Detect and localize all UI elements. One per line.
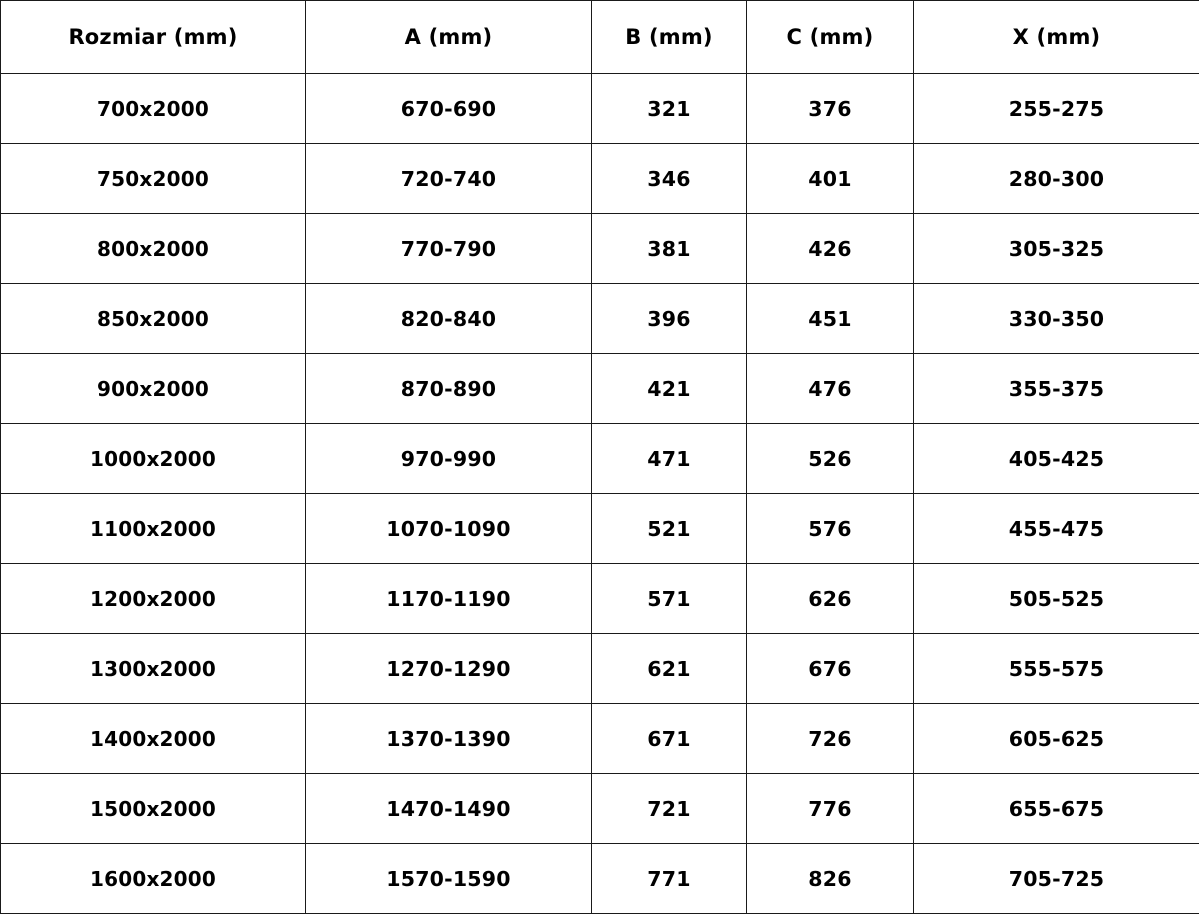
cell-size: 850x2000 (1, 284, 306, 354)
table-row (1, 284, 1199, 354)
cell-b: 381 (592, 214, 747, 284)
cell-a: 820-840 (306, 284, 592, 354)
cell-a: 1070-1090 (306, 494, 592, 564)
cell-a: 1170-1190 (306, 564, 592, 634)
cell-size: 1500x2000 (1, 774, 306, 844)
cell-b: 721 (592, 774, 747, 844)
cell-size: 1400x2000 (1, 704, 306, 774)
table-header-row (1, 1, 1199, 74)
cell-a: 670-690 (306, 74, 592, 144)
table-row (1, 74, 1199, 144)
table-header (1, 1, 1199, 74)
column-header-x: X (mm) (914, 1, 1199, 74)
cell-a: 1470-1490 (306, 774, 592, 844)
cell-b: 571 (592, 564, 747, 634)
cell-c: 726 (747, 704, 914, 774)
cell-x: 305-325 (914, 214, 1199, 284)
cell-a: 870-890 (306, 354, 592, 424)
cell-b: 321 (592, 74, 747, 144)
cell-a: 1270-1290 (306, 634, 592, 704)
cell-x: 355-375 (914, 354, 1199, 424)
cell-size: 1000x2000 (1, 424, 306, 494)
cell-a: 720-740 (306, 144, 592, 214)
cell-size: 1300x2000 (1, 634, 306, 704)
cell-b: 396 (592, 284, 747, 354)
cell-size: 1600x2000 (1, 844, 306, 914)
cell-a: 1570-1590 (306, 844, 592, 914)
cell-c: 376 (747, 74, 914, 144)
cell-x: 505-525 (914, 564, 1199, 634)
cell-x: 655-675 (914, 774, 1199, 844)
cell-b: 771 (592, 844, 747, 914)
cell-b: 421 (592, 354, 747, 424)
cell-size: 1200x2000 (1, 564, 306, 634)
cell-c: 776 (747, 774, 914, 844)
cell-c: 676 (747, 634, 914, 704)
cell-size: 700x2000 (1, 74, 306, 144)
cell-size: 1100x2000 (1, 494, 306, 564)
cell-x: 705-725 (914, 844, 1199, 914)
cell-size: 800x2000 (1, 214, 306, 284)
cell-c: 476 (747, 354, 914, 424)
cell-c: 576 (747, 494, 914, 564)
cell-b: 346 (592, 144, 747, 214)
table-row (1, 494, 1199, 564)
column-header-c: C (mm) (747, 1, 914, 74)
cell-a: 770-790 (306, 214, 592, 284)
table-row (1, 354, 1199, 424)
column-header-rozmiar: Rozmiar (mm) (1, 1, 306, 74)
cell-x: 405-425 (914, 424, 1199, 494)
table-row (1, 634, 1199, 704)
cell-x: 605-625 (914, 704, 1199, 774)
cell-x: 330-350 (914, 284, 1199, 354)
table-row (1, 424, 1199, 494)
table-row (1, 774, 1199, 844)
cell-b: 621 (592, 634, 747, 704)
column-header-b: B (mm) (592, 1, 747, 74)
cell-x: 255-275 (914, 74, 1199, 144)
cell-a: 1370-1390 (306, 704, 592, 774)
cell-x: 555-575 (914, 634, 1199, 704)
cell-x: 280-300 (914, 144, 1199, 214)
cell-b: 671 (592, 704, 747, 774)
table-row (1, 844, 1199, 914)
cell-c: 426 (747, 214, 914, 284)
cell-c: 451 (747, 284, 914, 354)
cell-c: 526 (747, 424, 914, 494)
table-row (1, 144, 1199, 214)
cell-b: 521 (592, 494, 747, 564)
cell-b: 471 (592, 424, 747, 494)
cell-x: 455-475 (914, 494, 1199, 564)
cell-size: 900x2000 (1, 354, 306, 424)
table-row (1, 564, 1199, 634)
cell-c: 626 (747, 564, 914, 634)
cell-c: 401 (747, 144, 914, 214)
table-body (1, 74, 1199, 914)
table-row (1, 704, 1199, 774)
column-header-a: A (mm) (306, 1, 592, 74)
cell-c: 826 (747, 844, 914, 914)
table-row (1, 214, 1199, 284)
cell-a: 970-990 (306, 424, 592, 494)
cell-size: 750x2000 (1, 144, 306, 214)
